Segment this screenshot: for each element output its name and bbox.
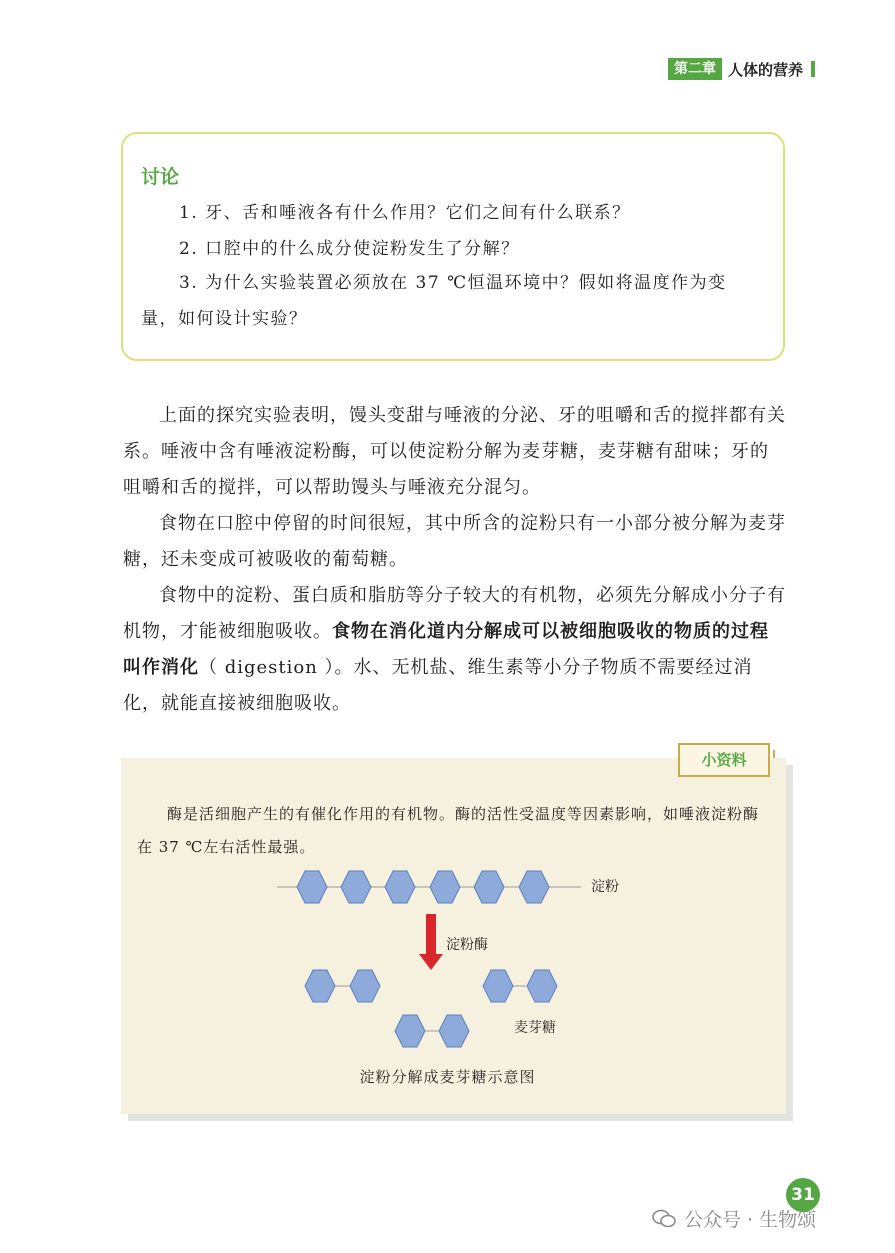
starch-diagram [121,858,786,1058]
page-number: 31 [786,1178,820,1212]
chapter-header [668,58,815,80]
maltose-label: 麦芽糖 [514,1020,556,1036]
starch-unit [519,871,549,903]
info-tag: 小资料 [678,743,770,777]
chapter-number: 第二章 [668,58,722,80]
discussion-question-3-cont: 量，如何设计实验？ [141,309,308,329]
info-paragraph: 酶是活细胞产生的有催化作用的有机物。酶的活性受温度等因素影响，如唾液淀粉酶在 37 ℃左右活性最强。 [137,805,760,856]
body-text [123,398,787,722]
starch-label: 淀粉 [591,879,619,895]
down-arrow-icon [419,914,443,970]
arrow-head [419,954,443,970]
discussion-question-1: 1. 牙、舌和唾液各有什么作用？它们之间有什么联系？ [179,203,631,223]
paragraph-2: 食物在口腔中停留的时间很短，其中所含的淀粉只有一小部分被分解为麦芽糖，还未变成可被吸收的葡萄糖。 [123,513,786,570]
chapter-bar-decoration [811,61,815,77]
discussion-title: 讨论 [141,166,180,188]
maltose-unit [305,970,335,1002]
info-text [137,798,773,864]
watermark-text: 公众号 · 生物颂 [684,1209,817,1231]
starch-unit [341,871,371,903]
starch-unit [385,871,415,903]
maltose-unit [395,1015,425,1047]
enzyme-label: 淀粉酶 [446,937,488,953]
paragraph-3-intro: 食物中的淀粉、蛋白质和脂肪等分子较大的有机物，必须先分解成小分子有机物，才能被细胞吸收。 [123,585,786,642]
arrow-shaft [426,914,436,954]
paragraph-3 [123,578,787,722]
starch-unit [430,871,460,903]
maltose-unit [527,970,557,1002]
wechat-icon [652,1209,676,1229]
digestion-definition: 食物在消化道内分解成可以被细胞吸收的物质的过程叫作消化 [123,621,769,678]
starch-unit [474,871,504,903]
maltose-unit [350,970,380,1002]
discussion-box [121,132,785,361]
maltose-unit [439,1015,469,1047]
maltose-unit [483,970,513,1002]
paragraph-1: 上面的探究实验表明，馒头变甜与唾液的分泌、牙的咀嚼和舌的搅拌都有关系。唾液中含有唾液淀粉酶，可以使淀粉分解为麦芽糖，麦芽糖有甜味；牙的咀嚼和舌的搅拌，可以帮助馒头与唾液充分混匀。 [123,405,786,498]
discussion-question-2: 2. 口腔中的什么成分使淀粉发生了分解？ [179,239,520,259]
starch-unit [297,871,327,903]
chapter-title: 人体的营养 [728,60,804,79]
paragraph-3-rest: （ digestion ）。水、无机盐、维生素等小分子物质不需要经过消化，就能直接被细胞吸收。 [123,657,753,714]
diagram-caption: 淀粉分解成麦芽糖示意图 [359,1068,536,1086]
discussion-question-3: 3. 为什么实验装置必须放在 37 ℃恒温环境中？假如将温度作为变 [179,273,727,293]
watermark [652,1205,816,1232]
